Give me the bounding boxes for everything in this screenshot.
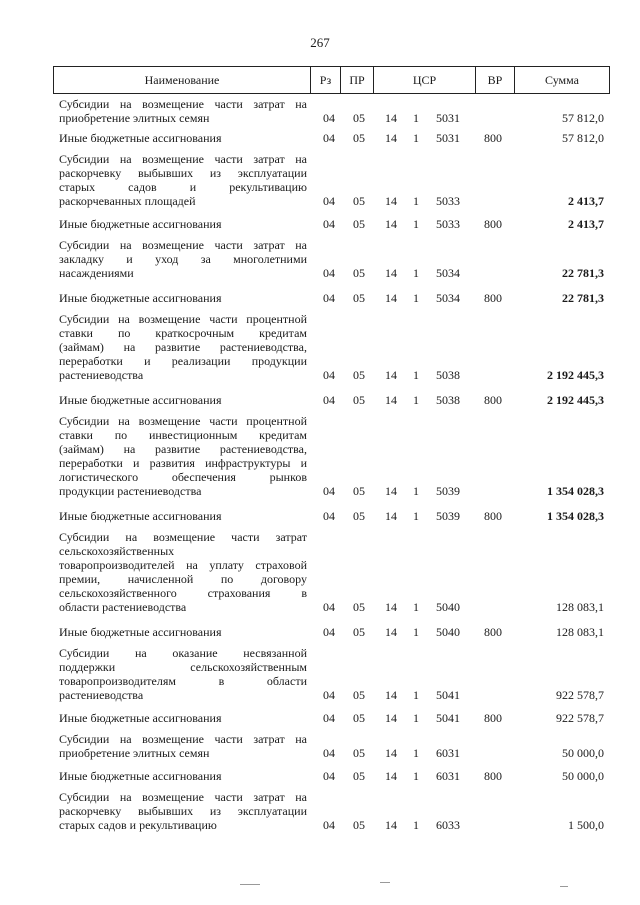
row-name-line: (займам) на развитие растениеводства, <box>59 340 307 354</box>
row-name-line: сельскохозяйственного страхования в <box>59 586 307 600</box>
row-b: 1 <box>413 131 419 145</box>
row-sum: 22 781,3 <box>562 291 604 305</box>
row-vr: 800 <box>484 131 502 145</box>
row-sum: 2 413,7 <box>568 217 604 231</box>
row-pr: 05 <box>353 509 365 523</box>
row-name-line: приобретение элитных семян <box>59 746 210 760</box>
row-b: 1 <box>413 688 419 702</box>
row-rz: 04 <box>323 393 335 407</box>
row-rz: 04 <box>323 266 335 280</box>
row-c: 5039 <box>436 509 460 523</box>
row-vr: 800 <box>484 625 502 639</box>
header-rz: Рз <box>319 72 332 87</box>
row-name-line: Иные бюджетные ассигнования <box>59 509 222 523</box>
row-rz: 04 <box>323 217 335 231</box>
row-rz: 04 <box>323 131 335 145</box>
row-name <box>59 625 307 639</box>
row-a: 14 <box>385 111 397 125</box>
row-b: 1 <box>413 368 419 382</box>
row-name-line: закладку и уход за многолетними <box>59 252 307 266</box>
row-name-line: Субсидии на возмещение части затрат на <box>59 152 307 166</box>
row-sum: 1 500,0 <box>568 818 604 832</box>
row-a: 14 <box>385 769 397 783</box>
row-sum: 1 354 028,3 <box>547 484 604 498</box>
row-name-line: приобретение элитных семян <box>59 111 210 125</box>
row-c: 5039 <box>436 484 460 498</box>
row-pr: 05 <box>353 194 365 208</box>
header-name-cell <box>53 66 311 94</box>
row-b: 1 <box>413 484 419 498</box>
row-name <box>59 711 307 725</box>
row-name-line: продукции растениеводства <box>59 484 202 498</box>
row-name <box>59 414 307 498</box>
row-name-line: Иные бюджетные ассигнования <box>59 217 222 231</box>
row-c: 5040 <box>436 600 460 614</box>
scan-mark <box>560 886 568 887</box>
row-sum: 22 781,3 <box>562 266 604 280</box>
row-name-line: растениеводства <box>59 368 144 382</box>
header-rz-cell <box>310 66 341 94</box>
row-rz: 04 <box>323 509 335 523</box>
row-b: 1 <box>413 291 419 305</box>
row-name-line: сельскохозяйственных <box>59 544 175 558</box>
row-pr: 05 <box>353 111 365 125</box>
row-a: 14 <box>385 818 397 832</box>
row-b: 1 <box>413 509 419 523</box>
row-vr: 800 <box>484 711 502 725</box>
row-rz: 04 <box>323 484 335 498</box>
row-c: 5034 <box>436 266 460 280</box>
row-rz: 04 <box>323 711 335 725</box>
page-number: 267 <box>310 35 330 50</box>
scan-mark <box>380 882 390 883</box>
row-a: 14 <box>385 509 397 523</box>
row-name-line: Субсидии на возмещение части затрат <box>59 530 307 544</box>
scan-mark <box>240 884 260 885</box>
row-pr: 05 <box>353 266 365 280</box>
row-name-line: Субсидии на возмещение части процентной <box>59 312 307 326</box>
row-vr: 800 <box>484 393 502 407</box>
row-c: 5038 <box>436 393 460 407</box>
row-b: 1 <box>413 393 419 407</box>
row-name-line: Субсидии на возмещение части затрат на <box>59 732 307 746</box>
row-pr: 05 <box>353 711 365 725</box>
row-c: 5031 <box>436 111 460 125</box>
row-name-line: Субсидии на возмещение части затрат на <box>59 790 307 804</box>
row-pr: 05 <box>353 625 365 639</box>
row-b: 1 <box>413 600 419 614</box>
row-a: 14 <box>385 217 397 231</box>
row-name-line: Иные бюджетные ассигнования <box>59 711 222 725</box>
row-pr: 05 <box>353 746 365 760</box>
row-name-line: Иные бюджетные ассигнования <box>59 625 222 639</box>
row-name-line: старых садов и рекультивацию <box>59 818 217 832</box>
row-name-line: раскорчевку выбывших из эксплуатации <box>59 166 307 180</box>
row-b: 1 <box>413 111 419 125</box>
row-name-line: премии, начисленной по договору <box>59 572 307 586</box>
row-sum: 1 354 028,3 <box>547 509 604 523</box>
header-pr: ПР <box>349 72 365 87</box>
row-sum: 128 083,1 <box>556 600 604 614</box>
row-b: 1 <box>413 746 419 760</box>
row-sum: 2 413,7 <box>568 194 604 208</box>
row-c: 6033 <box>436 818 460 832</box>
row-name-line: переработки и реализации продукции <box>59 354 307 368</box>
row-b: 1 <box>413 217 419 231</box>
row-c: 5040 <box>436 625 460 639</box>
row-c: 5034 <box>436 291 460 305</box>
row-a: 14 <box>385 600 397 614</box>
header-csr: ЦСР <box>412 72 437 87</box>
row-sum: 50 000,0 <box>562 769 604 783</box>
row-name-line: раскорчевку выбывших из эксплуатации <box>59 804 307 818</box>
row-name <box>59 238 307 280</box>
row-sum: 2 192 445,3 <box>547 393 604 407</box>
row-a: 14 <box>385 194 397 208</box>
row-rz: 04 <box>323 111 335 125</box>
row-vr: 800 <box>484 217 502 231</box>
header-vr: ВР <box>487 72 503 87</box>
row-sum: 128 083,1 <box>556 625 604 639</box>
row-pr: 05 <box>353 818 365 832</box>
row-rz: 04 <box>323 600 335 614</box>
row-a: 14 <box>385 688 397 702</box>
row-b: 1 <box>413 266 419 280</box>
row-name <box>59 769 307 783</box>
row-name-line: Субсидии на возмещение части затрат на <box>59 97 307 111</box>
row-rz: 04 <box>323 746 335 760</box>
row-name <box>59 530 307 614</box>
row-vr: 800 <box>484 291 502 305</box>
row-sum: 2 192 445,3 <box>547 368 604 382</box>
row-name-line: логистического обеспечения рынков <box>59 470 307 484</box>
row-name <box>59 217 307 231</box>
row-pr: 05 <box>353 688 365 702</box>
row-pr: 05 <box>353 769 365 783</box>
row-vr: 800 <box>484 509 502 523</box>
row-a: 14 <box>385 291 397 305</box>
row-pr: 05 <box>353 217 365 231</box>
row-b: 1 <box>413 711 419 725</box>
row-pr: 05 <box>353 368 365 382</box>
row-c: 6031 <box>436 746 460 760</box>
row-name-line: переработки и развития инфраструктуры и <box>59 456 307 470</box>
row-name-line: Субсидии на оказание несвязанной <box>59 646 307 660</box>
header-pr-cell <box>340 66 374 94</box>
row-c: 5041 <box>436 711 460 725</box>
row-c: 5031 <box>436 131 460 145</box>
row-sum: 50 000,0 <box>562 746 604 760</box>
row-a: 14 <box>385 625 397 639</box>
row-rz: 04 <box>323 769 335 783</box>
row-pr: 05 <box>353 484 365 498</box>
row-sum: 57 812,0 <box>562 131 604 145</box>
row-rz: 04 <box>323 625 335 639</box>
row-name-line: Иные бюджетные ассигнования <box>59 769 222 783</box>
row-sum: 922 578,7 <box>556 688 604 702</box>
row-c: 6031 <box>436 769 460 783</box>
row-a: 14 <box>385 266 397 280</box>
row-name-line: Иные бюджетные ассигнования <box>59 393 222 407</box>
row-c: 5033 <box>436 194 460 208</box>
row-name <box>59 131 307 145</box>
row-rz: 04 <box>323 291 335 305</box>
row-c: 5038 <box>436 368 460 382</box>
row-a: 14 <box>385 746 397 760</box>
row-name-line: раскорчеванных площадей <box>59 194 196 208</box>
row-name-line: Иные бюджетные ассигнования <box>59 291 222 305</box>
row-name <box>59 790 307 832</box>
row-a: 14 <box>385 393 397 407</box>
row-name <box>59 152 307 208</box>
row-pr: 05 <box>353 600 365 614</box>
row-name-line: товаропроизводителям в области <box>59 674 307 688</box>
row-vr: 800 <box>484 769 502 783</box>
row-name-line: поддержки сельскохозяйственным <box>59 660 307 674</box>
row-rz: 04 <box>323 194 335 208</box>
header-sum: Сумма <box>545 72 579 87</box>
row-sum: 57 812,0 <box>562 111 604 125</box>
row-rz: 04 <box>323 688 335 702</box>
row-name-line: ставки по краткосрочным кредитам <box>59 326 307 340</box>
row-a: 14 <box>385 131 397 145</box>
row-sum: 922 578,7 <box>556 711 604 725</box>
header-name: Наименование <box>144 72 220 87</box>
row-pr: 05 <box>353 291 365 305</box>
row-name-line: (займам) на развитие растениеводства, <box>59 442 307 456</box>
row-name-line: области растениеводства <box>59 600 187 614</box>
row-a: 14 <box>385 368 397 382</box>
row-name <box>59 646 307 702</box>
header-csr-cell <box>373 66 476 94</box>
row-pr: 05 <box>353 393 365 407</box>
row-pr: 05 <box>353 131 365 145</box>
header-vr-cell <box>475 66 515 94</box>
row-name <box>59 393 307 407</box>
row-a: 14 <box>385 484 397 498</box>
row-name <box>59 312 307 382</box>
row-name-line: старых садов и рекультивацию <box>59 180 307 194</box>
row-b: 1 <box>413 194 419 208</box>
row-name <box>59 509 307 523</box>
row-name-line: Иные бюджетные ассигнования <box>59 131 222 145</box>
row-name-line: растениеводства <box>59 688 144 702</box>
row-name <box>59 291 307 305</box>
row-name <box>59 732 307 760</box>
row-name-line: товаропроизводителей на уплату страховой <box>59 558 307 572</box>
row-a: 14 <box>385 711 397 725</box>
row-name-line: Субсидии на возмещение части затрат на <box>59 238 307 252</box>
row-c: 5033 <box>436 217 460 231</box>
row-name-line: насаждениями <box>59 266 134 280</box>
row-b: 1 <box>413 818 419 832</box>
row-name-line: ставки по инвестиционным кредитам <box>59 428 307 442</box>
row-name <box>59 97 307 125</box>
row-rz: 04 <box>323 818 335 832</box>
row-c: 5041 <box>436 688 460 702</box>
header-sum-cell <box>514 66 610 94</box>
row-name-line: Субсидии на возмещение части процентной <box>59 414 307 428</box>
row-b: 1 <box>413 625 419 639</box>
row-b: 1 <box>413 769 419 783</box>
row-rz: 04 <box>323 368 335 382</box>
